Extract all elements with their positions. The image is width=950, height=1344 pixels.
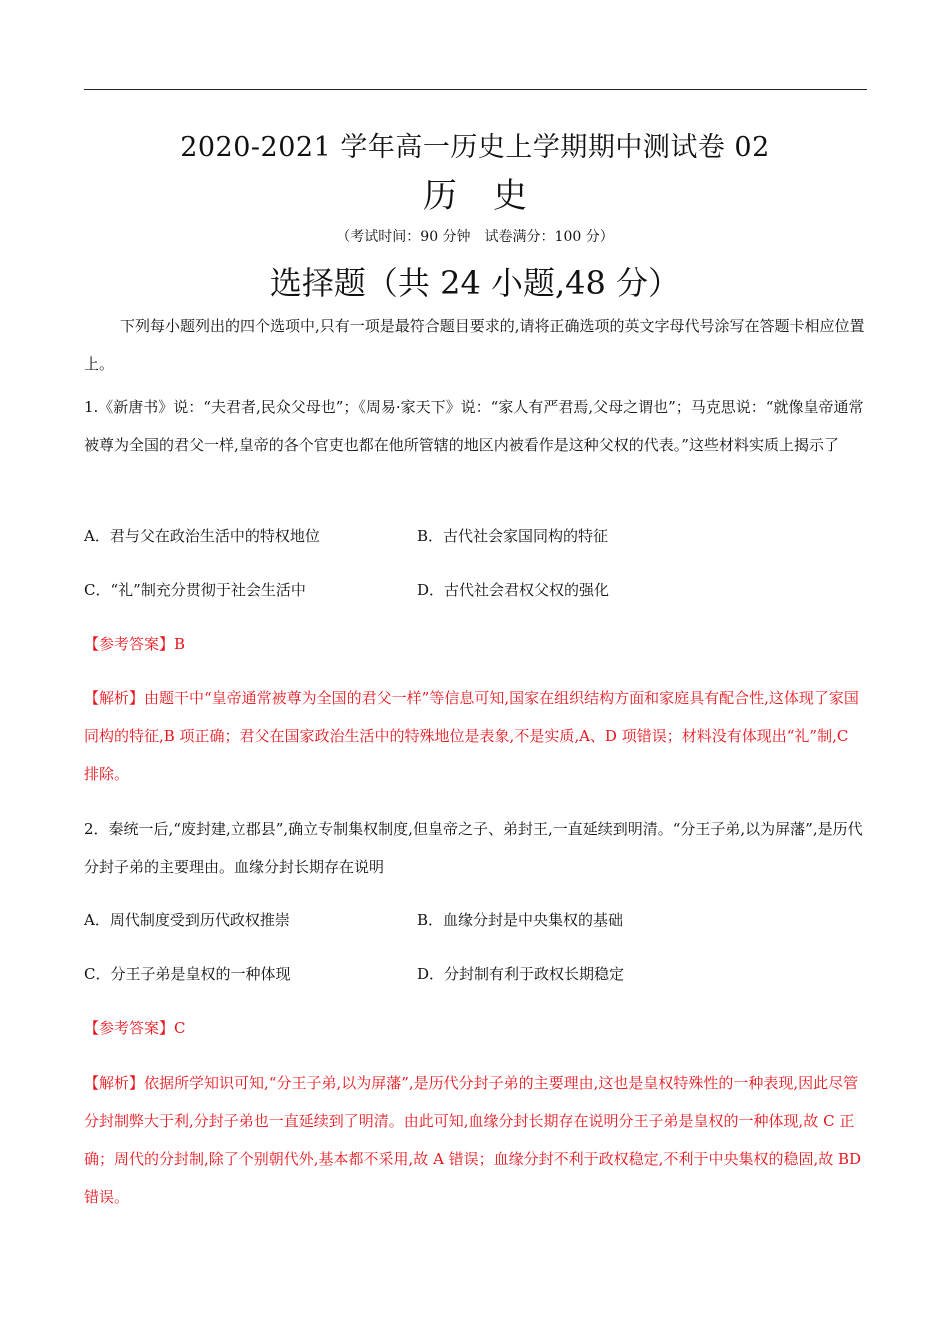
header-rule xyxy=(84,89,867,90)
question-2-answer: 【参考答案】C xyxy=(84,1019,186,1037)
question-2-option-a: A．周代制度受到历代政权推崇 xyxy=(84,911,290,929)
section-instructions: 下列每小题列出的四个选项中,只有一项是最符合题目要求的,请将正确选项的英文字母代号涂写在答题卡相应位置上。 xyxy=(84,317,865,373)
question-2-option-d: D．分封制有利于政权长期稳定 xyxy=(417,965,625,983)
question-1-option-d: D．古代社会君权父权的强化 xyxy=(417,581,610,599)
question-1-analysis: 【解析】由题干中“皇帝通常被尊为全国的君父一样”等信息可知,国家在组织结构方面和家庭具有配合性,这体现了家国同构的特征,B 项正确；君父在国家政治生活中的特殊地位是表象,不是实质,A、D 项错误；材料没有体现出“礼”制,C 排除。 xyxy=(84,689,859,783)
question-2-stem: 2．秦统一后,“废封建,立郡县”,确立专制集权制度,但皇帝之子、弟封王,一直延续到明清。“分王子弟,以为屏藩”,是历代分封子弟的主要理由。血缘分封长期存在说明 xyxy=(84,820,863,876)
question-2-option-c: C．分王子弟是皇权的一种体现 xyxy=(84,965,291,983)
question-1-answer: 【参考答案】B xyxy=(84,635,186,653)
section-title: 选择题（共 24 小题,48 分） xyxy=(269,264,681,302)
question-1-stem: 1.《新唐书》说：“夫君者,民众父母也”；《周易·家天下》说：“家人有严君焉,父母之谓也”；马克思说：“就像皇帝通常被尊为全国的君父一样,皇帝的各个官吏也都在他所管辖的地区内被看作是这种父权的代表。”这些材料实质上揭示了 xyxy=(84,398,864,454)
question-2-analysis: 【解析】依据所学知识可知,“分王子弟,以为屏藩”,是历代分封子弟的主要理由,这也是皇权特殊性的一种表现,因此尽管分封制弊大于利,分封子弟也一直延续到了明清。由此可知,血缘分封长期存在说明分王子弟是皇权的一种体现,故 C 正确；周代的分封制,除了个别朝代外,基本都不采用,故 A 错误；血缘分封不利于政权稳定,不利于中央集权的稳固,故 BD 错误。 xyxy=(84,1074,862,1206)
question-1-option-b: B．古代社会家国同构的特征 xyxy=(417,527,609,545)
exam-info: （考试时间：90 分钟 试卷满分：100 分） xyxy=(336,229,614,245)
question-1-option-c: C．“礼”制充分贯彻于社会生活中 xyxy=(84,581,306,599)
question-2-option-b: B．血缘分封是中央集权的基础 xyxy=(417,911,624,929)
subject-title: 历史 xyxy=(423,176,563,216)
exam-title: 2020-2021 学年高一历史上学期期中测试卷 02 xyxy=(180,132,770,163)
question-1-option-a: A．君与父在政治生活中的特权地位 xyxy=(84,527,320,545)
